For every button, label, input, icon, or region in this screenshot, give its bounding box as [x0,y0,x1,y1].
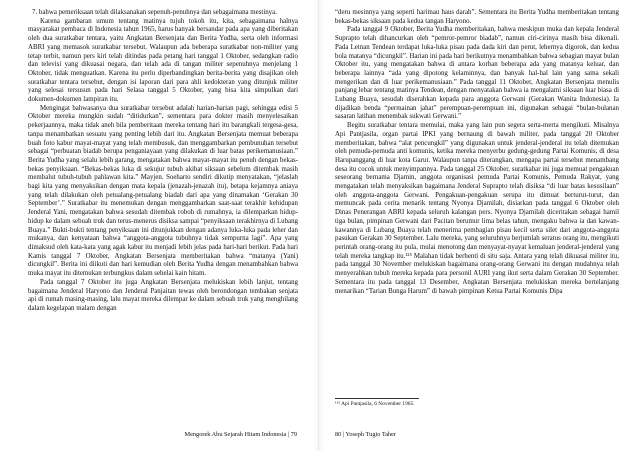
footnote-divider [335,398,419,399]
right-page-body [335,9,619,394]
page-footer-folio: Mengorek Abu Sejarah Hitam Indonesia | 79 [184,431,297,438]
paragraph: Pada tanggal 7 Oktober itu juga Angkatan Bersenjata melukiskan lebih lanjut, tentang bagaimana Jenderal Haryono dan Jenderal Panjaitan tewas oleh berondongan tembakan senjata api di rumah masing-masing, lalu mayat mereka dilempar ke dalam sebuah truk yang menghilang dalam kegelapan malam dengan [28,278,298,312]
paragraph: “deru mesinnya yang seperti harimau haus darah”. Sementara itu Berita Yudha memberitakan tentang bekas-bekas siksaan pada kedua tangan Haryono. [335,9,619,25]
page-footer-folio: 80 | Yoseph Tugio Taher [335,431,397,438]
paragraph: Mengingat bahwasanya dua suratkabar tersebut adalah harian-harian pagi, sehingga edisi 5 Oktober mereka mungkin sudah “ditidurkan”, sementara para dokter masih menyelesaikan pekerjaannya, maka tidak aneh bila pemberitaan mereka tentang hari itu barangkali tergesa-gesa, tanpa menambatkan sesuatu yang penting lebih dari itu. Angkatan Bersenjata memuat beberapa buah foto kabur mayat-mayat yang telah membusuk, dan menggambarkan pembunuhan tersebut sebagai “perbuatan biadab berupa penganiayaan yang dilakukan di luar batas perikemanusiaan.” Berita Yudha yang selalu lebih garang, mengatakan bahwa mayat-mayat itu penuh dengan bekas-bekas penyiksaan. “Bekas-bekas luka di sekujur tubuh akibat siksaan sebelum ditembak masih membalut tubuh-tubuh pahlawan kita.” Mayjen. Soeharto sendiri dikutip menyatakan, “jelaslah bagi kita yang menyaksikan dengan mata kepala (jenazah-jenazah itu), betapa kejamnya aniaya yang telah dilakukan oleh petualang-petualang biadab dari apa yang dinamakan ‘Gerakan 30 September’.” Suratkabar itu menemukan dengan menggambarkan saat-saat terakhir kehidupan Jenderal Yani, mengatakan bahwa sesudah ditembak roboh di rumahnya, ia dilemparkan hidup-hidup ke dalam sebuah truk dan terus-menerus disiksa sampai “penyiksaan terakhirnya di Lubang Buaya.” Bukti-bukti tentang penyiksaan ini ditunjukkan dengan adanya luka-luka pada leher dan mukanya, dan kenyataan bahwa “anggota-anggota tubuhnya tidak sempurna lagi”. Apa yang dimaksud oleh kata-kata yang agak kabur itu menjadi lebih jelas pada hari-hari berikut. Pada hari Kamis tanggal 7 Oktober, Angkatan Bersenjata memberitakan bahwa “matanya (Yani) dicungkil”. Berita ini diikuti dan hari kemudian oleh Berita Yudha dengan menambahkan bahwa muka mayat itu ditemukan terbungkus dalam sehelai kain hitam. [28,104,298,278]
list-item: 7. bahwa pemeriksaan telah dilaksanakan sepenuh-penuhnya dan sebagaimana mestinya. [32,9,277,16]
footnote: ¹²⁵ Api Pantjasila, 6 November 1965. [335,401,415,407]
right-page [319,0,638,451]
paragraph: Karena gambaran umum tentang matinya tujuh tokoh itu, kita, sebagaimana halnya masyarakat pembaca di Indonesia tahun 1965, harus banyak bersandar pada apa yang diberitakan oleh dua suratkabar tentara, yaitu Angkatan Bersenjata dan Berita Yudha, serta oleh informasi ABRI yang memasok suratkabar tersebut. Walaupun ada beberapa suratkabar non-militer yang tetap terbit, namun pers kiri telah ditindas pada petang hari tanggal 1 Oktober, sedangkan radio dan televisi yang dikuasai negara, dan telah ada di tangan militer sepenuhnya menjelang 1 Oktober, tidak menguatkan. Karena itu perlu diperbandingkan berita-berita yang disajikan oleh suratkabar tentara tersebut, dengan isi laporan dari para ahli kedokteran yang ditunjuk militer yang selesai tersusun pada hari Selasa tanggal 5 Oktober, yang bisa kita simpulkan dari dokumen-dokumen lampiran itu. [28,17,298,104]
paragraph: Pada tanggal 9 Oktober, Berita Yudha memberitakan, bahwa meskipun muka dan kepala Jenderal Suprapto telah dihancurkan oleh “pemror-pemror biadab”, namun ciri-cirinya masih bisa dikenali. Pada Letnan Tendean terdapat luka-luka pisau pada dada kiri dan perut, lehernya digorok, dan kedua bola matanya “dicungkil”. Harian ini pada hari berikutnya menambahkan bahwa sebagian mayat bulan Oktober itu, yang mengatakan bahwa di antara korban beberapa ada yang matanya keluar, dan beberapa lainnya “ada yang dipotong kelaminnya, dan banyak hal-hal lain yang sama sekali mengerikan dan di luar perikemanusiaan.” Pada tanggal 11 Oktober, Angkatan Bersenjata menulis panjang lebar tentang matinya Tendean, dengan menyatakan bahwa ia mengalami siksaan luar biasa di Lubang Buaya, sesudah diserahkan kepada para anggota Gerwani (Gerakan Wanita Indonesia). Ia dijadikan benda “permainan jahat” perempuan-perempuan ini, digunakan sebagai “bulan-bulanan sasaran latihan menembak sukwati Gerwani.” [335,26,619,121]
page-fold-shadow [319,0,325,451]
paragraph: Begitu suratkabar tentara memulai, maka yang lain pun segera serta-merta mengikuti. Misalnya Api Pantjasila, organ partai IPKI yang bernaung di bawah militer, pada tanggal 20 Oktober memberitakan, bahwa “alat pencungkil” yang digunakan untuk jenderal-jenderal itu telah ditemukan oleh pemuda-pemuda anti komunis, ketika mereka menyerbu gedung-gedung Partai Komunis, di desa Harupanggang di luar kota Garut. Walaupun tanpa diterangkan, mengapa partai tersebut menambang desa itu cocok untuk menyimpannya. Pada tanggal 25 Oktober, suratkabar ini juga memuat pengakuan seseorang bernama Djamin, anggota organisasi pemuda Partai Komunis, Pemuda Rakyat, yang mengatakan telah menyaksikan bagaimana Jenderal Suprapto telah disiksa “di luar batas kesusilaan” oleh anggota-anggota Gerwani. Pengakuan-pengakuan serupa itu dimuat berturut-turut, dan memuncak pada cerita menarik tentang Nyonya Djamilah, disiarkan pada tanggal 6 Oktober oleh Dinas Penerangan ABRI kepada seluruh kalangan pers. Nyonya Djamilah diceritakan sebagai hamil tiga bulan, pimpinan Gerwani dari Pacitan berumur lima belas tahun, mengaku bahwa ia dan kawan-kawannya di Lubang Buaya telah menerima pembagian pisau kecil serta silet dari anggota-anggota pasukan Gerakan 30 September. Lalu mereka, yang seluruhnya berjumlah seratus orang itu, mengikuti perintah orang-orang itu pula, mulai menotong dan menyayat-nyayat kemaluan jenderal-jenderal yang telah mereka tangkap itu.¹²⁵ Malahan tidak berhenti di situ saja. Antara yang telah dikuasai militer itu, pada tanggal 30 November melukiskan bagaimana orang-orang Gerwani itu dengan mudahnya telah menyerahkan tubuh mereka kepada para personil AURI yang ikut serta dalam Gerakan 30 September. Sementara itu pada tanggal 13 Desember, Angkatan Bersenjata melukiskan mereka bertelanjang menarikan “Tarian Bunga Harum” di bawah pimpinan Ketua Partai Komunis Dipa [335,122,619,295]
left-page-body [28,9,298,429]
